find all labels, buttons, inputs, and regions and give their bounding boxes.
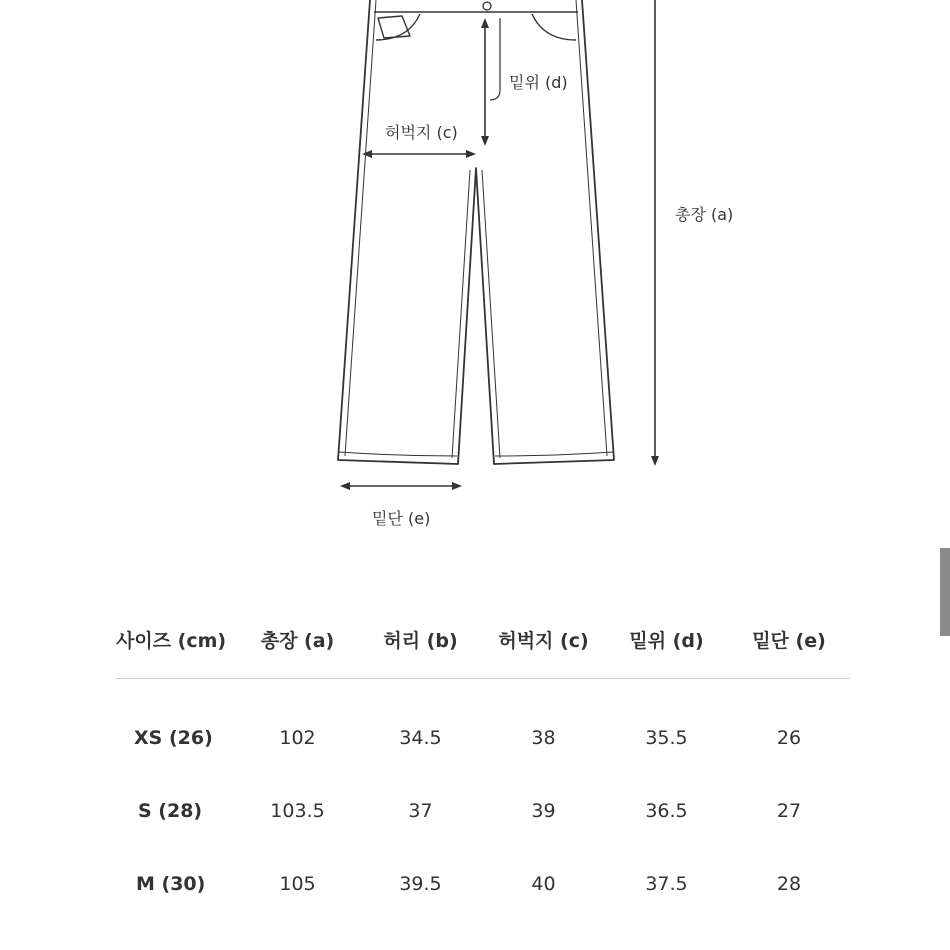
cell-hem: 27 [776,799,802,822]
header-size: 사이즈 (cm) [116,600,236,679]
cell-hem: 28 [776,872,802,895]
cell-length: 105 [279,872,316,895]
cell-length: 103.5 [270,799,325,822]
size-name: M (30) [136,872,206,895]
size-table [116,600,850,920]
cell-length: 102 [279,726,316,749]
cell-waist: 37 [408,799,433,822]
table-row [116,679,850,775]
header-thigh: 허벅지 (c) [482,600,605,679]
size-table-header [116,600,850,679]
hem-label: 밑단 (e) [372,509,431,528]
cell-rise: 35.5 [645,726,688,749]
header-length: 총장 (a) [236,600,359,679]
cell-waist: 34.5 [399,726,442,749]
header-waist: 허리 (b) [359,600,482,679]
size-name: XS (26) [134,726,213,749]
cell-waist: 39.5 [399,872,442,895]
scrollbar-thumb[interactable] [940,548,950,636]
table-row [116,774,850,847]
header-rise: 밑위 (d) [605,600,728,679]
thigh-label: 허벅지 (c) [385,123,458,142]
cell-thigh: 38 [531,726,556,749]
cell-thigh: 39 [531,799,556,822]
table-row [116,847,850,920]
cell-rise: 37.5 [645,872,688,895]
cell-hem: 26 [776,726,802,749]
size-name: S (28) [138,799,203,822]
length-label: 총장 (a) [675,205,734,224]
header-hem: 밑단 (e) [728,600,850,679]
cell-rise: 36.5 [645,799,688,822]
rise-label: 밑위 (d) [509,73,568,92]
cell-thigh: 40 [531,872,556,895]
